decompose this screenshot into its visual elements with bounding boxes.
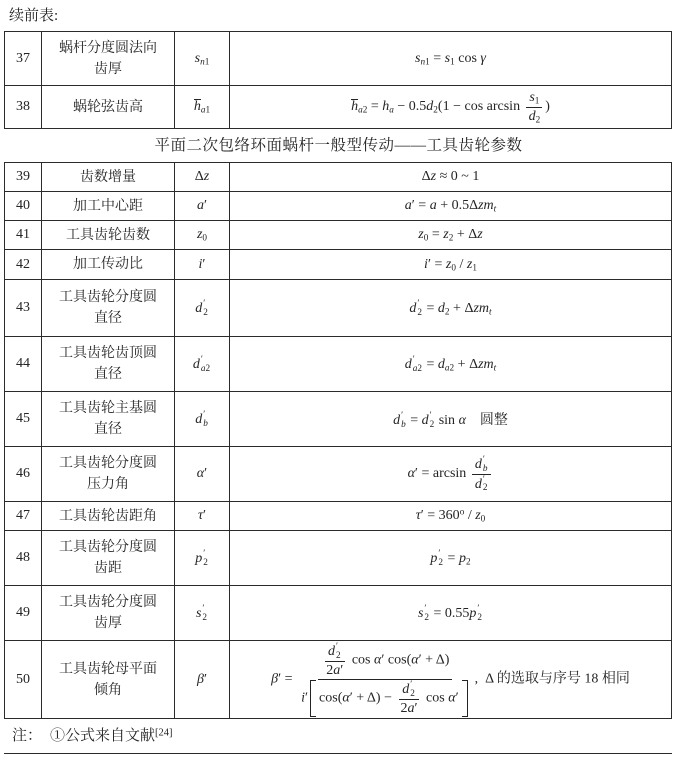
table-row bbox=[5, 280, 672, 337]
table-row bbox=[5, 641, 672, 719]
symbol-cell: d ′ a2 bbox=[175, 337, 230, 392]
param-name-cell bbox=[42, 280, 175, 337]
param-name-line: 工具齿轮齿数 bbox=[66, 227, 150, 243]
param-name-cell bbox=[42, 337, 175, 392]
row-number-cell: 48 bbox=[5, 531, 42, 586]
param-name-cell bbox=[42, 392, 175, 447]
row-number-cell: 43 bbox=[5, 280, 42, 337]
worm-parameter-table-part2 bbox=[4, 162, 672, 719]
table-row bbox=[5, 502, 672, 531]
table-row bbox=[5, 337, 672, 392]
table-row bbox=[5, 221, 672, 250]
formula-cell: $\tau' = 360^o / z_0$ bbox=[230, 502, 672, 531]
row-number-cell: 41 bbox=[5, 221, 42, 250]
row-number-cell: 39 bbox=[5, 163, 42, 192]
param-name-line: 直径 bbox=[94, 367, 122, 382]
table-row bbox=[5, 32, 672, 86]
param-name-line: 工具齿轮分度圆 bbox=[59, 595, 157, 610]
param-name-cell bbox=[42, 531, 175, 586]
param-name-line: 直径 bbox=[94, 311, 122, 326]
row-number-cell: 44 bbox=[5, 337, 42, 392]
param-name-cell bbox=[42, 447, 175, 502]
formula-cell: $i' = z_0 / z_1$ bbox=[230, 250, 672, 280]
param-name-cell bbox=[42, 586, 175, 641]
symbol-cell: $s_{n1}$ bbox=[175, 32, 230, 86]
table-row bbox=[5, 392, 672, 447]
formula-cell: Δz ≈ 0 ~ 1 bbox=[230, 163, 672, 192]
param-name-line: 工具齿轮分度圆 bbox=[59, 456, 157, 471]
param-name-cell bbox=[42, 250, 175, 280]
param-name-line: 加工中心距 bbox=[73, 198, 143, 214]
row-number-cell: 38 bbox=[5, 86, 42, 129]
param-name-line: 齿厚 bbox=[94, 616, 122, 631]
param-name-cell bbox=[42, 32, 175, 86]
row-number-cell: 49 bbox=[5, 586, 42, 641]
param-name-line: 压力角 bbox=[87, 477, 129, 492]
param-name-line: 齿距 bbox=[94, 561, 122, 576]
table-row bbox=[5, 163, 672, 192]
param-name-line: 工具齿轮母平面 bbox=[59, 661, 157, 677]
worm-parameter-table-part1 bbox=[4, 31, 672, 129]
formula-cell: $z_0 = z_2 + \Delta z$ bbox=[230, 221, 672, 250]
table-row bbox=[5, 531, 672, 586]
formula-cell: α′ = arcsin d ′ b d ′ 2 bbox=[230, 447, 672, 502]
param-name-line: 齿厚 bbox=[94, 61, 122, 77]
formula-cell: d ′ 2 = $d_2 + \Delta zm_t$ bbox=[230, 280, 672, 337]
section-title: 平面二次包络环面蜗杆一般型传动——工具齿轮参数 bbox=[154, 137, 523, 154]
param-name-line: 工具齿轮齿顶圆 bbox=[59, 346, 157, 361]
param-name-line: 加工传动比 bbox=[73, 257, 143, 272]
param-name-cell bbox=[42, 163, 175, 192]
symbol-cell: d ′ b bbox=[175, 392, 230, 447]
row-number-cell: 45 bbox=[5, 392, 42, 447]
table-row bbox=[5, 586, 672, 641]
param-name-line: 工具齿轮主基圆 bbox=[59, 401, 157, 416]
symbol-cell: a′ bbox=[175, 192, 230, 221]
param-name-cell bbox=[42, 221, 175, 250]
param-name-cell bbox=[42, 641, 175, 719]
row-number-cell: 37 bbox=[5, 32, 42, 86]
symbol-cell: $h_{a1}$ bbox=[175, 86, 230, 129]
param-name-cell bbox=[42, 192, 175, 221]
table-row bbox=[5, 447, 672, 502]
table-row bbox=[5, 250, 672, 280]
param-name-line: 工具齿轮分度圆 bbox=[59, 290, 157, 305]
formula-cell: $h_{a2} = h_a - 0.5d_2(1 - \cos \arcsin$ $\frac{s_1}{d_2}$ ) bbox=[230, 86, 672, 129]
param-name-line: 齿数增量 bbox=[80, 169, 136, 185]
formula-cell: p ′ 2 = $p_2$ bbox=[230, 531, 672, 586]
row-number-cell: 50 bbox=[5, 641, 42, 719]
symbol-cell: τ′ bbox=[175, 502, 230, 531]
row-number-cell: 42 bbox=[5, 250, 42, 280]
footnote-prefix: 注： bbox=[12, 728, 43, 744]
continued-table-label: 续前表: bbox=[9, 8, 59, 24]
table-row bbox=[5, 192, 672, 221]
symbol-cell: d ′ 2 bbox=[175, 280, 230, 337]
param-name-cell bbox=[42, 502, 175, 531]
footnote-citation: [24] bbox=[155, 727, 173, 739]
param-name-cell bbox=[42, 86, 175, 129]
formula-cell: d ′ b = d ′ 2 sin α 圆整 bbox=[230, 392, 672, 447]
symbol-cell: α′ bbox=[175, 447, 230, 502]
param-name-line: 直径 bbox=[94, 422, 122, 437]
formula-cell: $s_{n1} = s_1$ cos γ bbox=[230, 32, 672, 86]
footnote-text: ①公式来自文献 bbox=[50, 728, 156, 744]
formula-cell: a′ = a + 0.5Δzm$_t$ bbox=[230, 192, 672, 221]
symbol-cell: β′ bbox=[175, 641, 230, 719]
symbol-cell: s ′ 2 bbox=[175, 586, 230, 641]
param-name-line: 工具齿轮齿距角 bbox=[59, 508, 157, 524]
param-name-line: 工具齿轮分度圆 bbox=[59, 540, 157, 555]
symbol-cell: p ′ 2 bbox=[175, 531, 230, 586]
table-row bbox=[5, 86, 672, 129]
symbol-cell: i′ bbox=[175, 250, 230, 280]
param-name-line: 蜗杆分度圆法向 bbox=[59, 40, 157, 56]
row-number-cell: 40 bbox=[5, 192, 42, 221]
formula-cell: d ′ a2 = $d_{a2} + \Delta zm_t$ bbox=[230, 337, 672, 392]
row-number-cell: 47 bbox=[5, 502, 42, 531]
symbol-cell: Δz bbox=[175, 163, 230, 192]
footnote bbox=[4, 719, 672, 754]
symbol-cell: $z_0$ bbox=[175, 221, 230, 250]
param-name-line: 蜗轮弦齿高 bbox=[73, 99, 143, 115]
param-name-line: 倾角 bbox=[94, 682, 122, 698]
formula-cell: s ′ 2 = 0.55p ′ 2 bbox=[230, 586, 672, 641]
row-number-cell: 46 bbox=[5, 447, 42, 502]
formula-cell: β′ = d ′ 2 2a′ cos α′ cos(α′ + Δ) i′ cos(α′ + Δ) − d ′ 2 2a′ cos α′ , Δ 的选取与序号 18 相同 bbox=[230, 641, 672, 719]
